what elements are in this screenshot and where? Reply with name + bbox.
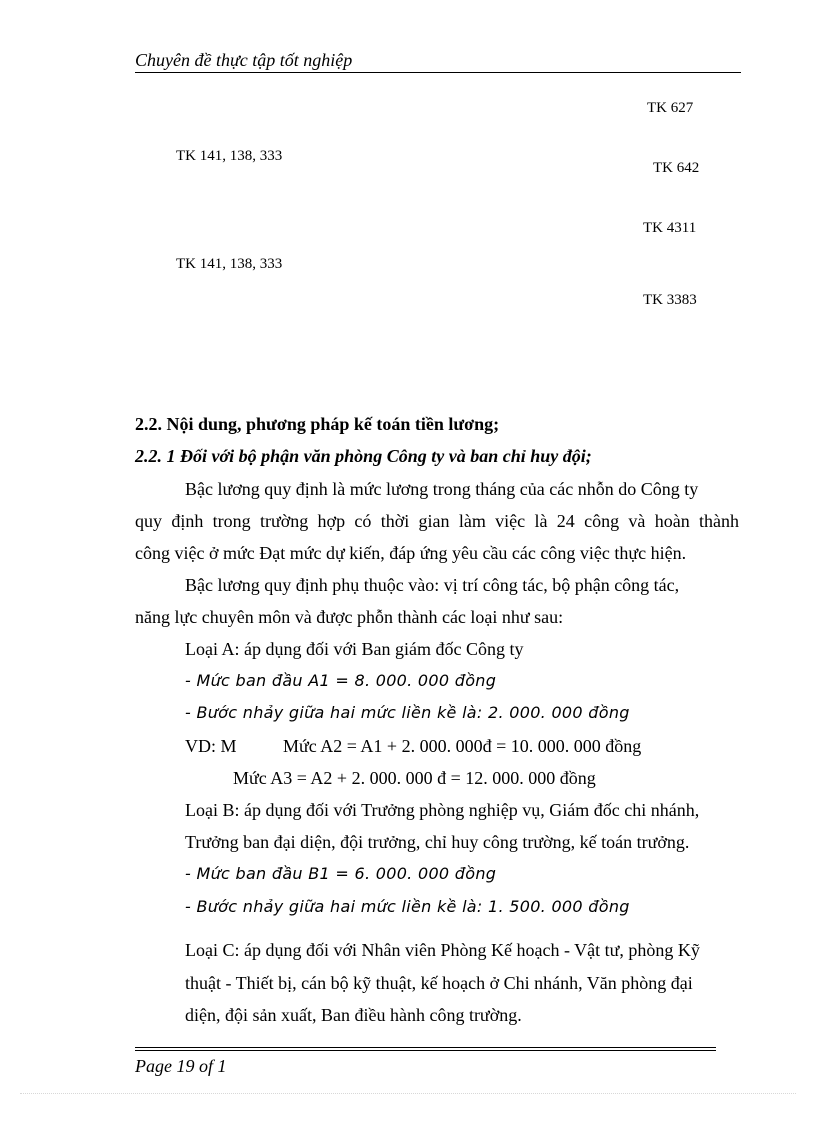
example-line-2: Mức A3 = A2 + 2. 000. 000 đ = 12. 000. 000 đồng bbox=[233, 768, 596, 788]
loai-b-starting-level: - Mức ban đầu B1 = 6. 000. 000 đồng bbox=[185, 864, 497, 883]
example-line-1: Mức A2 = A1 + 2. 000. 000đ = 10. 000. 000 đồng bbox=[283, 736, 642, 756]
loai-c-description-line-2: thuật - Thiết bị, cán bộ kỹ thuật, kế hoạch ở Chi nhánh, Văn phòng đại bbox=[185, 973, 693, 993]
paragraph-2-line-1: Bậc lương quy định phụ thuộc vào: vị trí công tác, bộ phận công tác, bbox=[185, 575, 680, 595]
loai-c-description-line-1: Loại C: áp dụng đối với Nhân viên Phòng Kế hoạch - Vật tư, phòng Kỹ bbox=[185, 940, 700, 960]
footer-rule-top bbox=[135, 1047, 716, 1048]
footer-rule-bottom bbox=[135, 1050, 716, 1051]
running-header: Chuyên đề thực tập tốt nghiệp bbox=[135, 48, 741, 73]
example-label: VD: M bbox=[185, 736, 237, 756]
page-edge-divider bbox=[20, 1093, 796, 1094]
account-label-tk3383: TK 3383 bbox=[643, 292, 697, 308]
loai-a-step: - Bước nhảy giữa hai mức liền kề là: 2. 000. 000 đồng bbox=[185, 703, 630, 722]
account-label-tk642: TK 642 bbox=[653, 160, 700, 176]
paragraph-1-line-3: công việc ở mức Đạt mức dự kiến, đáp ứng yêu cầu các công việc thực hiện. bbox=[135, 543, 687, 563]
section-heading: 2.2. Nội dung, phương pháp kế toán tiền lương; bbox=[135, 414, 500, 434]
account-label-tk141-bottom: TK 141, 138, 333 bbox=[176, 256, 283, 272]
paragraph-1-line-1: Bậc lương quy định là mức lương trong tháng của các nhỗn do Công ty bbox=[185, 479, 699, 499]
loai-a-starting-level: - Mức ban đầu A1 = 8. 000. 000 đồng bbox=[185, 671, 497, 690]
loai-a-description: Loại A: áp dụng đối với Ban giám đốc Công ty bbox=[185, 639, 524, 659]
loai-c-description-line-3: diện, đội sản xuất, Ban điều hành công trường. bbox=[185, 1005, 522, 1025]
page-number: Page 19 of 1 bbox=[135, 1056, 227, 1076]
loai-b-description-line-2: Trưởng ban đại diện, đội trưởng, chỉ huy công trường, kế toán trưởng. bbox=[185, 832, 690, 852]
loai-b-step: - Bước nhảy giữa hai mức liền kề là: 1. 500. 000 đồng bbox=[185, 897, 630, 916]
loai-b-description-line-1: Loại B: áp dụng đối với Trưởng phòng nghiệp vụ, Giám đốc chi nhánh, bbox=[185, 800, 700, 820]
account-label-tk141-top: TK 141, 138, 333 bbox=[176, 148, 283, 164]
subsection-heading: 2.2. 1 Đối với bộ phận văn phòng Công ty và ban chỉ huy đội; bbox=[135, 446, 592, 466]
paragraph-1-line-2: quy định trong trường hợp có thời gian làm việc là 24 công và hoàn thành bbox=[135, 511, 739, 531]
account-label-tk4311: TK 4311 bbox=[643, 220, 697, 236]
paragraph-2-line-2: năng lực chuyên môn và được phỗn thành các loại như sau: bbox=[135, 607, 564, 627]
account-label-tk627: TK 627 bbox=[647, 100, 694, 116]
